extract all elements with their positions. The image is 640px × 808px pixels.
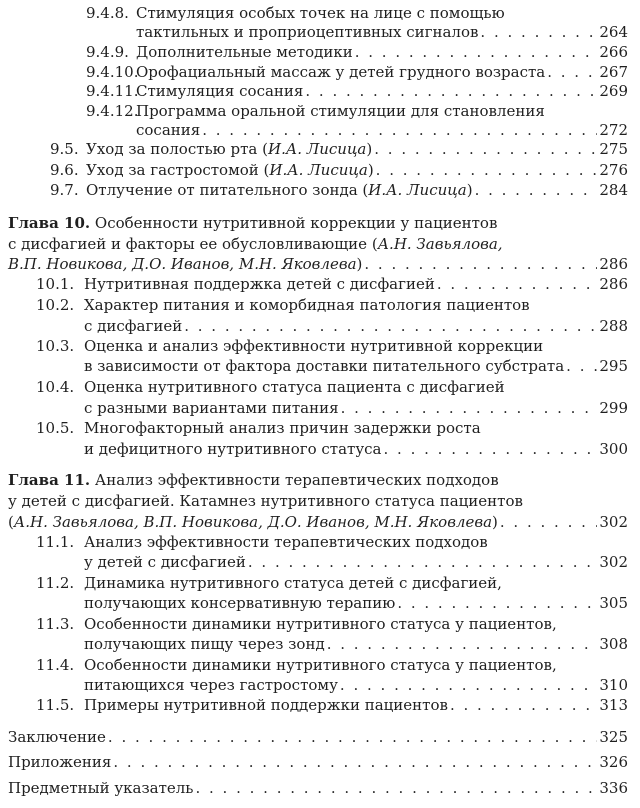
toc-entry-9-4-8-line2[interactable] — [136, 22, 628, 43]
toc-entry-11-4-line1 — [36, 655, 557, 676]
leader-dots — [327, 634, 598, 655]
chapter-label: Глава 10. — [8, 214, 91, 232]
leader-dots — [108, 727, 597, 748]
entry-title-cont: получающих пищу через зонд — [84, 635, 325, 653]
page-number: 305 — [599, 594, 628, 612]
toc-entry-9-5[interactable] — [50, 139, 628, 160]
entry-title-text: Уход за гастростомой ( — [86, 161, 270, 179]
entry-title: Стимуляция сосания — [136, 82, 304, 100]
toc-entry-11-3-line2[interactable] — [84, 634, 628, 655]
toc-entry-10-5-line1 — [36, 418, 481, 439]
page-number: 313 — [599, 696, 628, 714]
leader-dots — [305, 81, 597, 102]
toc-entry-9-6[interactable] — [50, 160, 628, 181]
entry-author: И.А. Лисица — [267, 140, 367, 158]
leader-dots — [437, 274, 598, 295]
page-number: 295 — [599, 357, 628, 375]
leader-dots — [547, 62, 597, 83]
entry-title — [86, 139, 372, 160]
leader-dots — [374, 139, 597, 160]
chapter-title-cont: с дисфагией и факторы ее обусловливающие ( — [8, 235, 378, 253]
page-number: 284 — [599, 181, 628, 199]
toc-entry-9-4-8-line1 — [86, 3, 505, 24]
entry-number: 9.7. — [50, 181, 79, 199]
toc-entry-9-7[interactable] — [50, 180, 628, 201]
leader-dots — [340, 675, 597, 696]
chapter-authors: А.Н. Завьялова, — [377, 235, 503, 253]
page-number: 275 — [599, 140, 628, 158]
page-number: 269 — [599, 82, 628, 100]
page-number: 300 — [599, 440, 628, 458]
entry-number: 9.4.9. — [86, 43, 129, 61]
page-number: 310 — [599, 676, 628, 694]
entry-title-cont: в зависимости от фактора доставки питательного субстрата — [84, 357, 565, 375]
leader-dots — [475, 180, 598, 201]
chapter-title-close: ) — [492, 513, 498, 531]
entry-title: Анализ эффективности терапевтических подходов — [84, 533, 488, 551]
toc-entry-11-5[interactable] — [36, 695, 628, 716]
leader-dots — [450, 695, 597, 716]
leader-dots — [195, 778, 597, 799]
toc-entry-10-3-line2[interactable] — [84, 356, 628, 377]
entry-number: 9.5. — [50, 140, 79, 158]
leader-dots — [202, 120, 597, 141]
chapter-title-close: ) — [356, 255, 363, 273]
entry-title — [86, 180, 473, 201]
entry-number: 11.1. — [36, 533, 75, 551]
entry-title-cont: с дисфагией — [84, 317, 183, 335]
toc-entry-11-1-line1 — [36, 532, 488, 553]
toc-entry-9-4-9[interactable] — [86, 42, 628, 63]
entry-number: 10.2. — [36, 296, 75, 314]
entry-author: И.А. Лисица — [368, 181, 467, 199]
chapter-authors-line — [8, 254, 362, 275]
entry-title-cont: тактильных и проприоцептивных сигналов — [136, 23, 479, 41]
leader-dots — [376, 160, 598, 181]
page-number: 266 — [599, 43, 628, 61]
toc-entry-10-2-line1 — [36, 295, 530, 316]
toc-entry-9-4-12-line1 — [86, 101, 545, 122]
entry-author: И.А. Лисица — [269, 161, 368, 179]
leader-dots — [566, 356, 597, 377]
toc-entry-conclusion[interactable] — [8, 727, 628, 748]
chapter-11-heading-line3[interactable] — [8, 512, 628, 533]
toc-entry-11-2-line2[interactable] — [84, 593, 628, 614]
leader-dots — [355, 42, 598, 63]
entry-number: 10.1. — [36, 275, 75, 293]
page-number: 302 — [599, 513, 628, 531]
leader-dots — [113, 752, 597, 773]
entry-title: Оценка и анализ эффективности нутритивной коррекции — [84, 337, 544, 355]
chapter-authors: А.Н. Завьялова, В.П. Новикова, Д.О. Иванов, М.Н. Яковлева — [13, 513, 493, 531]
entry-title-cont: с разными вариантами питания — [84, 399, 339, 417]
page-number: 326 — [599, 753, 628, 771]
toc-entry-11-3-line1 — [36, 614, 557, 635]
entry-number: 10.3. — [36, 337, 75, 355]
chapter-10-heading-line1 — [8, 213, 497, 234]
chapter-10-heading-line2 — [8, 234, 503, 255]
chapter-11-heading-line2 — [8, 491, 523, 512]
leader-dots — [184, 316, 597, 337]
leader-dots — [480, 22, 597, 43]
chapter-title: Особенности нутритивной коррекции у пациентов — [94, 214, 498, 232]
entry-number: 9.4.8. — [86, 4, 129, 22]
entry-title-cont: сосания — [136, 121, 201, 139]
entry-title — [86, 160, 374, 181]
toc-entry-10-4-line1 — [36, 377, 505, 398]
chapter-authors-line — [8, 512, 498, 533]
entry-title: Дополнительные методики — [136, 43, 353, 61]
leader-dots — [384, 439, 598, 460]
toc-entry-11-4-line2[interactable] — [84, 675, 628, 696]
entry-number: 9.4.10. — [86, 63, 139, 81]
entry-title: Заключение — [8, 728, 106, 746]
page-number: 267 — [599, 63, 628, 81]
entry-title: Динамика нутритивного статуса детей с дисфагией, — [84, 574, 502, 592]
leader-dots — [248, 552, 597, 573]
page-number: 325 — [599, 728, 628, 746]
entry-number: 11.2. — [36, 574, 75, 592]
page-number: 286 — [599, 275, 628, 293]
entry-number: 11.3. — [36, 615, 75, 633]
toc-entry-9-4-10[interactable] — [86, 62, 628, 83]
page-number: 308 — [599, 635, 628, 653]
entry-title: Примеры нутритивной поддержки пациентов — [84, 696, 448, 714]
chapter-label: Глава 11. — [8, 471, 91, 489]
page-number: 299 — [599, 399, 628, 417]
entry-title: Особенности динамики нутритивного статуса у пациентов, — [84, 656, 557, 674]
toc-entry-appendices[interactable] — [8, 752, 628, 773]
entry-title: Особенности динамики нутритивного статуса у пациентов, — [84, 615, 557, 633]
page-number: 286 — [599, 255, 628, 273]
entry-number: 10.4. — [36, 378, 75, 396]
toc-entry-9-4-11[interactable] — [86, 81, 628, 102]
chapter-title: Анализ эффективности терапевтических подходов — [94, 471, 499, 489]
chapter-10-heading-line3[interactable] — [8, 254, 628, 275]
entry-title-close: ) — [366, 140, 373, 158]
page-number: 336 — [599, 779, 628, 797]
chapter-authors-cont: В.П. Новикова, Д.О. Иванов, М.Н. Яковлева — [8, 255, 357, 273]
chapter-title-open: ( — [8, 513, 14, 531]
leader-dots — [397, 593, 597, 614]
toc-entry-11-2-line1 — [36, 573, 502, 594]
toc-entry-10-2-line2[interactable] — [84, 316, 628, 337]
entry-title: Многофакторный анализ причин задержки роста — [84, 419, 481, 437]
entry-title-close: ) — [466, 181, 473, 199]
entry-title: Нутритивная поддержка детей с дисфагией — [84, 275, 435, 293]
chapter-11-heading-line1 — [8, 470, 499, 491]
toc-entry-10-1[interactable] — [36, 274, 628, 295]
leader-dots — [500, 512, 597, 533]
toc-entry-index[interactable] — [8, 778, 628, 799]
entry-title: Программа оральной стимуляции для становления — [136, 102, 545, 120]
entry-title: Приложения — [8, 753, 112, 771]
page-number: 272 — [599, 121, 628, 139]
toc-entry-10-5-line2[interactable] — [84, 439, 628, 460]
entry-title-text: Отлучение от питательного зонда ( — [86, 181, 369, 199]
page-number: 264 — [599, 23, 628, 41]
entry-title: Орофациальный массаж у детей грудного возраста — [136, 63, 546, 81]
entry-number: 9.6. — [50, 161, 79, 179]
toc-entry-10-4-line2[interactable] — [84, 398, 628, 419]
entry-title-close: ) — [367, 161, 374, 179]
entry-title-cont: получающих консервативную терапию — [84, 594, 396, 612]
entry-number: 10.5. — [36, 419, 75, 437]
entry-title: Характер питания и коморбидная патология пациентов — [84, 296, 530, 314]
leader-dots — [341, 398, 598, 419]
entry-number: 11.4. — [36, 656, 75, 674]
entry-title: Предметный указатель — [8, 779, 194, 797]
page-number: 288 — [599, 317, 628, 335]
entry-title-text: Уход за полостью рта ( — [86, 140, 268, 158]
entry-number: 9.4.12. — [86, 102, 139, 120]
toc-entry-10-3-line1 — [36, 336, 543, 357]
entry-title-cont: питающихся через гастростому — [84, 676, 338, 694]
page-number: 276 — [599, 161, 628, 179]
entry-title: Стимуляция особых точек на лице с помощью — [136, 4, 505, 22]
chapter-title-cont: у детей с дисфагией. Катамнез нутритивного статуса пациентов — [8, 492, 523, 510]
toc-entry-9-4-12-line2[interactable] — [136, 120, 628, 141]
entry-title: Оценка нутритивного статуса пациента с дисфагией — [84, 378, 505, 396]
entry-number: 11.5. — [36, 696, 75, 714]
entry-number: 9.4.11. — [86, 82, 139, 100]
entry-title-cont: и дефицитного нутритивного статуса — [84, 440, 382, 458]
entry-title-cont: у детей с дисфагией — [84, 553, 246, 571]
leader-dots — [364, 254, 597, 275]
toc-entry-11-1-line2[interactable] — [84, 552, 628, 573]
page-number: 302 — [599, 553, 628, 571]
